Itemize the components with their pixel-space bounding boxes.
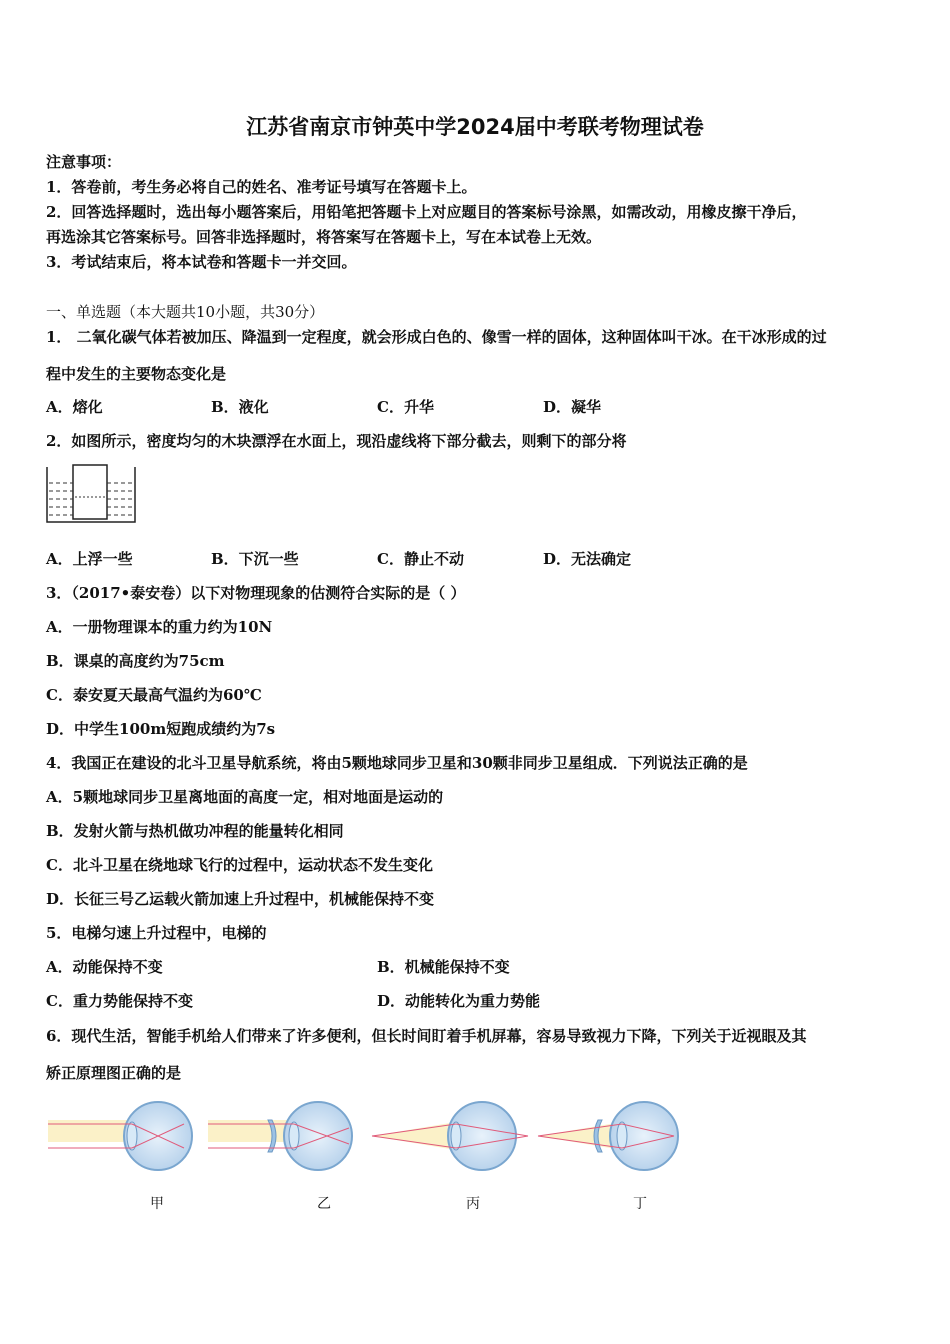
floating-block-figure [44, 461, 138, 525]
q4-option-a[interactable]: A．5颗地球同步卫星离地面的高度一定，相对地面是运动的 [46, 788, 444, 806]
notice-item: 2．回答选择题时，选出每小题答案后，用铅笔把答题卡上对应题目的答案标号涂黑，如需改动，用橡皮擦干净后， [46, 203, 807, 221]
q5-option-b[interactable]: B．机械能保持不变 [377, 958, 510, 976]
q1-option-a[interactable]: A．熔化 [46, 398, 103, 416]
q4-option-d[interactable]: D．长征三号乙运载火箭加速上升过程中，机械能保持不变 [46, 890, 435, 908]
caption-yi: 乙 [317, 1196, 331, 1212]
q1-option-d[interactable]: D．凝华 [543, 398, 602, 416]
q2-stem: 2．如图所示，密度均匀的木块漂浮在水面上，现沿虚线将下部分截去，则剩下的部分将 [46, 432, 627, 450]
q1-option-c[interactable]: C．升华 [377, 398, 434, 416]
q4-stem: 4．我国正在建设的北斗卫星导航系统，将由5颗地球同步卫星和30颗非同步卫星组成．下列说法正确的是 [46, 754, 748, 772]
q5-stem: 5．电梯匀速上升过程中，电梯的 [46, 924, 267, 942]
q1-stem-cont: 程中发生的主要物态变化是 [46, 365, 227, 383]
eye-diagrams-figure [44, 1096, 694, 1176]
q2-option-c[interactable]: C．静止不动 [377, 550, 464, 568]
q3-option-c[interactable]: C．泰安夏天最高气温约为60℃ [46, 686, 262, 704]
q3-option-a[interactable]: A．一册物理课本的重力约为10N [46, 618, 273, 636]
q2-option-b[interactable]: B．下沉一些 [211, 550, 299, 568]
notice-item: 3．考试结束后，将本试卷和答题卡一并交回。 [46, 253, 357, 271]
q5-option-c[interactable]: C．重力势能保持不变 [46, 992, 193, 1010]
notice-item: 再选涂其它答案标号。回答非选择题时，将答案写在答题卡上，写在本试卷上无效。 [46, 228, 602, 246]
q1-option-b[interactable]: B．液化 [211, 398, 269, 416]
q1-stem: 1． 二氧化碳气体若被加压、降温到一定程度，就会形成白色的、像雪一样的固体，这种固体叫干冰。在干冰形成的过 [46, 328, 827, 346]
page-title: 江苏省南京市钟英中学2024届中考联考物理试卷 [246, 115, 704, 139]
eye-diagram-jia [48, 1102, 192, 1170]
eye-diagram-yi [208, 1102, 352, 1170]
q3-stem: 3．（2017•泰安卷）以下对物理现象的估测符合实际的是（ ） [46, 584, 466, 602]
q5-option-a[interactable]: A．动能保持不变 [46, 958, 163, 976]
eye-diagram-bing [372, 1102, 528, 1170]
caption-jia: 甲 [150, 1196, 164, 1212]
q6-stem-cont: 矫正原理图正确的是 [46, 1064, 182, 1082]
caption-bing: 丙 [466, 1196, 480, 1212]
q2-option-d[interactable]: D．无法确定 [543, 550, 632, 568]
notice-item: 1．答卷前，考生务必将自己的姓名、准考证号填写在答题卡上。 [46, 178, 477, 196]
q5-option-d[interactable]: D．动能转化为重力势能 [377, 992, 541, 1010]
q2-option-a[interactable]: A．上浮一些 [46, 550, 133, 568]
q3-option-b[interactable]: B．课桌的高度约为75cm [46, 652, 225, 670]
section-heading: 一、单选题（本大题共10小题，共30分） [46, 303, 325, 321]
q3-option-d[interactable]: D．中学生100m短跑成绩约为7s [46, 720, 276, 738]
notice-heading: 注意事项： [46, 153, 122, 171]
q6-stem: 6．现代生活，智能手机给人们带来了许多便利，但长时间盯着手机屏幕，容易导致视力下降，下列关于近视眼及其 [46, 1027, 807, 1045]
caption-ding: 丁 [633, 1196, 647, 1212]
eye-diagram-ding [538, 1102, 678, 1170]
q4-option-c[interactable]: C．北斗卫星在绕地球飞行的过程中，运动状态不发生变化 [46, 856, 433, 874]
q4-option-b[interactable]: B．发射火箭与热机做功冲程的能量转化相同 [46, 822, 344, 840]
